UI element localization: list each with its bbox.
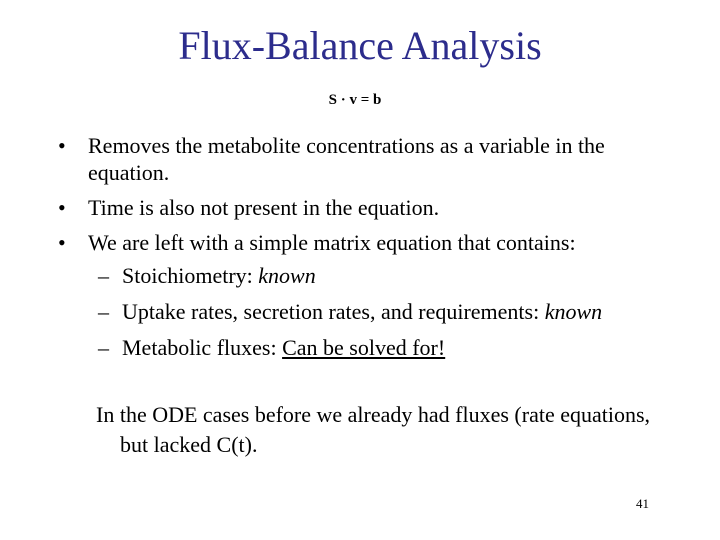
bullet-text: Time is also not present in the equation.: [88, 195, 440, 220]
bullet-marker: •: [58, 195, 66, 220]
bullet-item: [58, 229, 678, 256]
slide-title: Flux-Balance Analysis: [178, 23, 542, 68]
sub-bullet-label: Uptake rates, secretion rates, and requirements:: [122, 299, 545, 324]
sub-bullet-list: [98, 262, 698, 370]
bullet-list: [58, 132, 678, 264]
sub-bullet-label: Metabolic fluxes:: [122, 335, 283, 360]
bullet-item: [58, 194, 678, 221]
bullet-marker: •: [58, 133, 66, 158]
sub-bullet-marker: –: [98, 299, 109, 324]
sub-bullet-item: [98, 334, 698, 361]
sub-bullet-value: Can be solved for!: [282, 335, 446, 360]
bullet-text: Removes the metabolite concentrations as a variable in the equation.: [88, 133, 605, 185]
note-text: In the ODE cases before we already had fluxes (rate equations, but lacked C(t).: [96, 402, 651, 457]
sub-bullet-value: known: [258, 263, 316, 288]
equation: S · v = b: [328, 92, 382, 108]
sub-bullet-item: [98, 298, 698, 325]
sub-bullet-label: Stoichiometry:: [122, 263, 259, 288]
sub-bullet-item: [98, 262, 698, 289]
page-number: 41: [636, 496, 649, 511]
sub-bullet-value: known: [544, 299, 603, 324]
bullet-marker: •: [58, 230, 66, 255]
bullet-item: [58, 132, 678, 186]
sub-bullet-marker: –: [98, 335, 109, 360]
sub-bullet-marker: –: [98, 263, 109, 288]
bullet-text: We are left with a simple matrix equation that contains:: [88, 230, 576, 255]
